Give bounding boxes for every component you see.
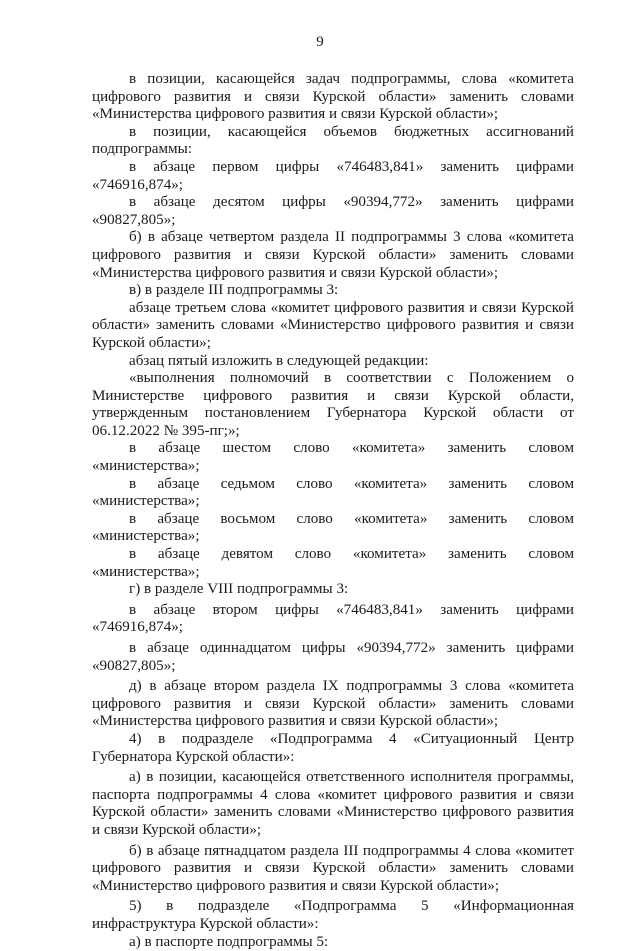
paragraph: б) в абзаце пятнадцатом раздела III подпрограммы 4 слова «комитет цифрового развития и связи Курской области» заменить словами «Министерство цифрового развития и связи Курской области»; — [92, 843, 574, 896]
paragraph: 5) в подразделе «Подпрограмма 5 «Информационная инфраструктура Курской области»: — [92, 898, 574, 933]
paragraph: в позиции, касающейся объемов бюджетных ассигнований подпрограммы: — [92, 124, 574, 159]
paragraph: д) в абзаце втором раздела IX подпрограммы 3 слова «комитета цифрового развития и связи Курской области» заменить словами «Министерства цифрового развития и связи Курской области»; — [92, 678, 574, 731]
paragraph: в) в разделе III подпрограммы 3: — [92, 282, 574, 300]
paragraph: б) в абзаце четвертом раздела II подпрограммы 3 слова «комитета цифрового развития и связи Курской области» заменить словами «Министерства цифрового развития и связи Курской области»; — [92, 229, 574, 282]
paragraph: в абзаце втором цифры «746483,841» заменить цифрами «746916,874»; — [92, 602, 574, 637]
paragraph: в абзаце шестом слово «комитета» заменить словом «министерства»; — [92, 440, 574, 475]
paragraph: в абзаце первом цифры «746483,841» заменить цифрами «746916,874»; — [92, 159, 574, 194]
paragraph: в позиции, касающейся задач подпрограммы, слова «комитета цифрового развития и связи Курской области» заменить словами «Министерства цифрового развития и связи Курской области»; — [92, 71, 574, 124]
paragraph: а) в паспорте подпрограммы 5: — [92, 934, 574, 951]
paragraph: абзаце третьем слова «комитет цифрового развития и связи Курской области» заменить словами «Министерство цифрового развития и связи Курской области»; — [92, 300, 574, 353]
document-body — [92, 71, 574, 951]
page-number: 9 — [0, 34, 640, 51]
paragraph: в абзаце одиннадцатом цифры «90394,772» заменить цифрами «90827,805»; — [92, 640, 574, 675]
paragraph: 4) в подразделе «Подпрограмма 4 «Ситуационный Центр Губернатора Курской области»: — [92, 731, 574, 766]
paragraph: а) в позиции, касающейся ответственного исполнителя программы, паспорта подпрограммы 4 слова «комитет цифрового развития и связи Курской области» заменить словами «Министерство цифрового развития и связи Курской области»; — [92, 769, 574, 839]
paragraph: в абзаце девятом слово «комитета» заменить словом «министерства»; — [92, 546, 574, 581]
paragraph: в абзаце восьмом слово «комитета» заменить словом «министерства»; — [92, 511, 574, 546]
paragraph: в абзаце седьмом слово «комитета» заменить словом «министерства»; — [92, 476, 574, 511]
paragraph: «выполнения полномочий в соответствии с Положением о Министерстве цифрового развития и связи Курской области, утвержденным постановлением Губернатора Курской области от 06.12.2022 № 395-пг;»; — [92, 370, 574, 440]
paragraph: г) в разделе VIII подпрограммы 3: — [92, 581, 574, 599]
paragraph: в абзаце десятом цифры «90394,772» заменить цифрами «90827,805»; — [92, 194, 574, 229]
paragraph: абзац пятый изложить в следующей редакции: — [92, 353, 574, 371]
